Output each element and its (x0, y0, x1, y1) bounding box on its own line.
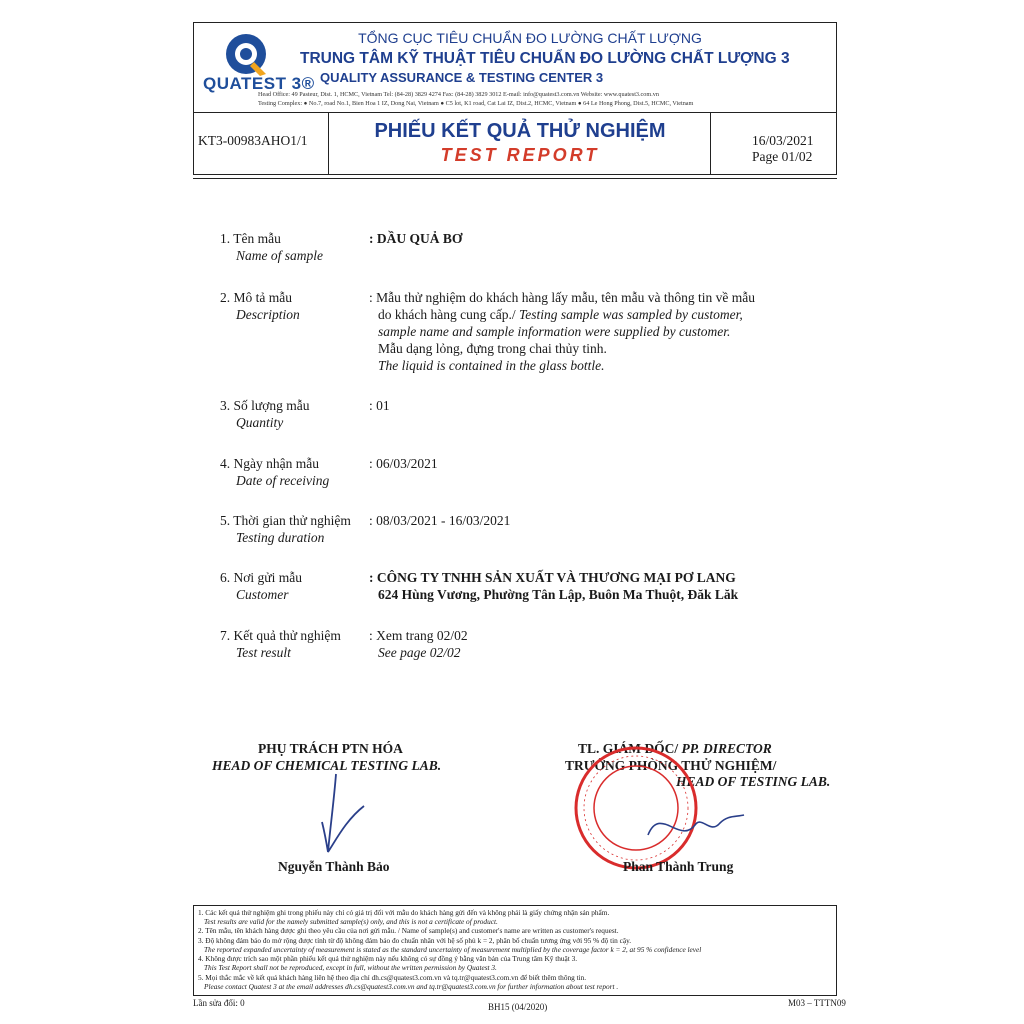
left-signer-title-vi: PHỤ TRÁCH PTN HÓA (258, 741, 403, 756)
right-title-en: PP. DIRECTOR (681, 741, 772, 756)
desc-line-4: Mẫu dạng lỏng, đựng trong chai thủy tinh. (378, 341, 607, 356)
desc-line-2b: Testing sample was sampled by customer, (518, 307, 743, 322)
field-test-result-value (369, 627, 809, 661)
right-signer-title-line-2: TRƯỞNG PHÒNG THỬ NGHIỆM/ (565, 758, 777, 773)
page-text: Page 01/02 (752, 149, 813, 164)
report-title-vi: PHIẾU KẾT QUẢ THỬ NGHIỆM (374, 120, 666, 142)
date-text: 16/03/2021 (752, 133, 814, 148)
label-en: Test result (236, 645, 291, 660)
header-divider-right (710, 112, 711, 175)
desc-line-1: : Mẫu thử nghiệm do khách hàng lấy mẫu, tên mẫu và thông tin về mẫu (369, 290, 755, 305)
label-vi: 4. Ngày nhận mẫu (220, 456, 319, 471)
label-vi: 7. Kết quả thử nghiệm (220, 628, 341, 643)
header-divider-left (328, 112, 329, 175)
footer-note-5-en: Please contact Quatest 3 at the email addresses dh.cs@quatest3.com.vn and tq.tr@quatest3.com.vn for further information about test report . (204, 982, 619, 991)
left-signature-icon (306, 770, 376, 860)
field-customer-value (369, 569, 809, 603)
label-vi: 5. Thời gian thử nghiệm (220, 513, 351, 528)
field-quantity-label (220, 397, 309, 431)
label-en: Quantity (236, 415, 284, 430)
right-signer-title-line-3: HEAD OF TESTING LAB. (676, 774, 831, 789)
footer-note-3-en: The reported expanded uncertainty of measurement is stated as the standard uncertainty of measurement multiplied by the coverage factor k = 2, at 95 % confidence level (204, 945, 702, 954)
field-description-value (369, 289, 809, 374)
field-test-result-label (220, 627, 341, 661)
test-result-en: See page 02/02 (378, 645, 461, 660)
form-code: BH15 (04/2020) (488, 1002, 548, 1012)
header-divider (193, 112, 837, 113)
revision-number: Lần sửa đổi: 0 (193, 998, 245, 1008)
field-date-received-value: : 06/03/2021 (369, 456, 438, 471)
field-description-label (220, 289, 300, 323)
test-result-vi: : Xem trang 02/02 (369, 628, 468, 643)
contact-line-2: Testing Complex: ● No.7, road No.1, Bien Hoa 1 IZ, Dong Nai, Vietnam ● C5 lot, K1 road, Cat Lai IZ, Dist.2, HCMC, Vietnam ● 64 Le Hong Phong, Dist.5, HCMC, Vietnam (258, 100, 694, 107)
report-title-en: TEST REPORT (440, 145, 600, 165)
desc-line-2 (369, 306, 809, 323)
label-en: Description (236, 307, 300, 322)
right-signature-icon (640, 795, 750, 855)
desc-line-5: The liquid is contained in the glass bottle. (378, 358, 605, 373)
label-en: Date of receiving (236, 473, 330, 488)
field-quantity-value: : 01 (369, 398, 390, 413)
footer-note-3: 3. Độ không đảm bảo đo mở rộng được tính từ độ không đảm bảo đo chuẩn nhân với hệ số phủ k = 2, phân bố chuẩn tương ứng với 95 % độ tin cậy. (198, 936, 632, 945)
label-vi: 1. Tên mẫu (220, 231, 281, 246)
label-en: Customer (236, 587, 289, 602)
contact-line-1: Head Office: 49 Pasteur, Dist. 1, HCMC, Vietnam Tel: (84-28) 3829 4274 Fax: (84-28) 3829 3012 E-mail: info@quatest3.com.vn Website: www.quatest3.com.vn (258, 91, 659, 98)
label-vi: 6. Nơi gửi mẫu (220, 570, 302, 585)
header-double-line (193, 178, 837, 179)
org-line-2: TRUNG TÂM KỸ THUẬT TIÊU CHUẨN ĐO LƯỜNG CHẤT LƯỢNG 3 (300, 50, 790, 67)
footer-note-4-en: This Test Report shall not be reproduced, except in full, without the written permission by Quatest 3. (204, 963, 497, 972)
field-customer-label (220, 569, 302, 603)
field-date-received-label (220, 455, 329, 489)
desc-line-2a: do khách hàng cung cấp./ (378, 307, 519, 322)
label-vi: 3. Số lượng mẫu (220, 398, 310, 413)
field-name-label (220, 230, 323, 264)
left-signer-name: Nguyễn Thành Bảo (278, 859, 390, 874)
report-code: KT3-00983AHO1/1 (198, 133, 308, 148)
customer-address: 624 Hùng Vương, Phường Tân Lập, Buôn Ma Thuột, Đăk Lăk (378, 587, 739, 602)
field-name-value: : DẦU QUẢ BƠ (369, 231, 463, 246)
footer-note-5: 5. Mọi thắc mắc về kết quả khách hàng liên hệ theo địa chỉ dh.cs@quatest3.com.vn và tq.tr@quatest3.com.vn để biết thêm thông tin. (198, 973, 587, 982)
footer-note-1-en: Test results are valid for the namely submitted sample(s) only, and this is not a certificate of product. (204, 917, 498, 926)
footer-note-1: 1. Các kết quả thử nghiệm ghi trong phiếu này chỉ có giá trị đối với mẫu do khách hàng gửi đến và không phải là giấy chứng nhận sản phẩm. (198, 908, 610, 917)
customer-name: : CÔNG TY TNHH SẢN XUẤT VÀ THƯƠNG MẠI PƠ LANG (369, 570, 736, 585)
label-en: Testing duration (236, 530, 325, 545)
document-code: M03 – TTTN09 (788, 998, 846, 1008)
org-line-1: TỔNG CỤC TIÊU CHUẨN ĐO LƯỜNG CHẤT LƯỢNG (358, 30, 702, 46)
field-testing-duration-label (220, 512, 351, 546)
desc-line-3: sample name and sample information were supplied by customer. (378, 324, 731, 339)
label-en: Name of sample (236, 248, 323, 263)
left-signer-title-en: HEAD OF CHEMICAL TESTING LAB. (212, 758, 442, 773)
right-signer-name: Phan Thành Trung (623, 859, 734, 874)
org-line-3: QUALITY ASSURANCE & TESTING CENTER 3 (320, 70, 604, 85)
logo-text: QUATEST 3® (203, 74, 315, 93)
field-testing-duration-value: : 08/03/2021 - 16/03/2021 (369, 513, 511, 528)
right-title-vi: TL. GIÁM ĐỐC/ (578, 741, 682, 756)
label-vi: 2. Mô tả mẫu (220, 290, 292, 305)
report-date (752, 133, 814, 165)
footer-note-4: 4. Không được trích sao một phần phiếu kết quả thử nghiệm này nếu không có sự đồng ý bằng văn bản của Trung tâm Kỹ thuật 3. (198, 954, 578, 963)
footer-note-2: 2. Tên mẫu, tên khách hàng được ghi theo yêu cầu của nơi gửi mẫu. / Name of sample(s) and customer's name are written as customer's request. (198, 926, 619, 935)
